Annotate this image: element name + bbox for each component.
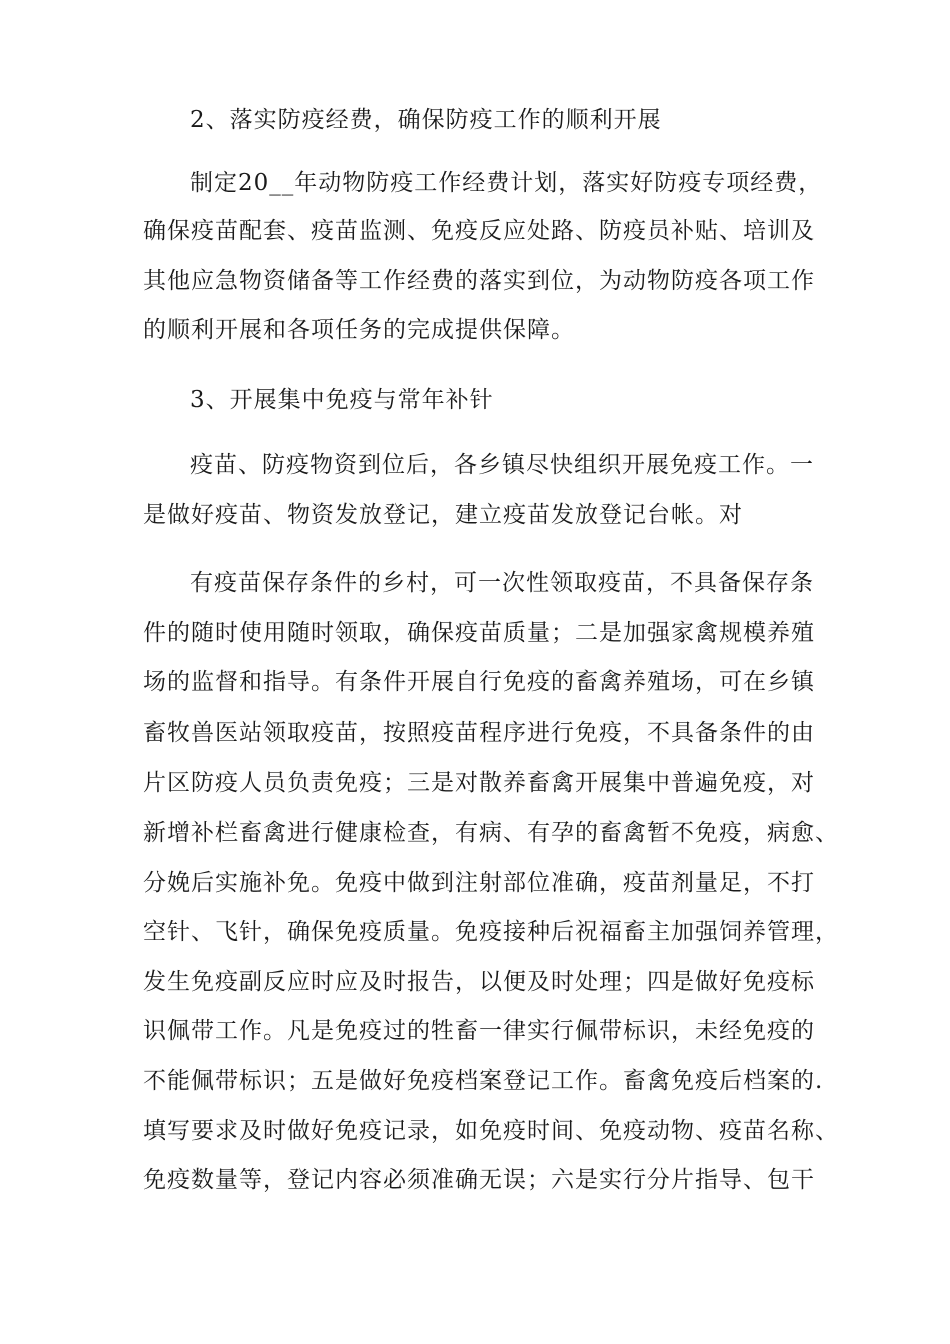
paragraph-3b-line-1: 有疫苗保存条件的乡村，可一次性领取疫苗，不具备保存条 bbox=[190, 570, 814, 596]
paragraph-3b-line-9: 发生免疫副反应时应及时报告，以便及时处理；四是做好免疫标 bbox=[143, 969, 815, 995]
paragraph-3a-line-2: 是做好疫苗、物资发放登记，建立疫苗发放登记台帐。对 bbox=[143, 502, 743, 528]
paragraph-3b-line-11: 不能佩带标识；五是做好免疫档案登记工作。畜禽免疫后档案的. bbox=[143, 1068, 824, 1094]
paragraph-2-line-2: 确保疫苗配套、疫苗监测、免疫反应处路、防疫员补贴、培训及 bbox=[143, 218, 815, 244]
paragraph-3b-line-2: 件的随时使用随时领取，确保疫苗质量；二是加强家禽规模养殖 bbox=[143, 620, 815, 646]
paragraph-3b-line-3: 场的监督和指导。有条件开展自行免疫的畜禽养殖场，可在乡镇 bbox=[143, 669, 815, 695]
paragraph-3b-line-10: 识佩带工作。凡是免疫过的牲畜一律实行佩带标识，未经免疫的 bbox=[143, 1018, 815, 1044]
paragraph-2-line-3: 其他应急物资储备等工作经费的落实到位，为动物防疫各项工作 bbox=[143, 268, 815, 294]
paragraph-3b-line-8: 空针、飞针，确保免疫质量。免疫接种后祝福畜主加强饲养管理， bbox=[143, 919, 839, 945]
paragraph-3a-line-1: 疫苗、防疫物资到位后，各乡镇尽快组织开展免疫工作。一 bbox=[190, 452, 814, 478]
paragraph-2-line-4: 的顺利开展和各项任务的完成提供保障。 bbox=[143, 317, 575, 343]
paragraph-3b-line-5: 片区防疫人员负责免疫；三是对散养畜禽开展集中普遍免疫，对 bbox=[143, 770, 815, 796]
paragraph-3b-line-7: 分娩后实施补免。免疫中做到注射部位准确，疫苗剂量足，不打 bbox=[143, 870, 815, 896]
paragraph-3b-line-6: 新增补栏畜禽进行健康检查，有病、有孕的畜禽暂不免疫，病愈、 bbox=[143, 820, 839, 846]
paragraph-3b-line-13: 免疫数量等，登记内容必须准确无误；六是实行分片指导、包干 bbox=[143, 1167, 815, 1193]
paragraph-3b-line-4: 畜牧兽医站领取疫苗，按照疫苗程序进行免疫，不具备条件的由 bbox=[143, 720, 815, 746]
section-heading-2: 2、落实防疫经费，确保防疫工作的顺利开展 bbox=[190, 107, 662, 133]
paragraph-2-line-1: 制定20__年动物防疫工作经费计划，落实好防疫专项经费， bbox=[190, 170, 823, 196]
section-heading-3: 3、开展集中免疫与常年补针 bbox=[190, 387, 494, 413]
paragraph-3b-line-12: 填写要求及时做好免疫记录，如免疫时间、免疫动物、疫苗名称、 bbox=[143, 1118, 839, 1144]
